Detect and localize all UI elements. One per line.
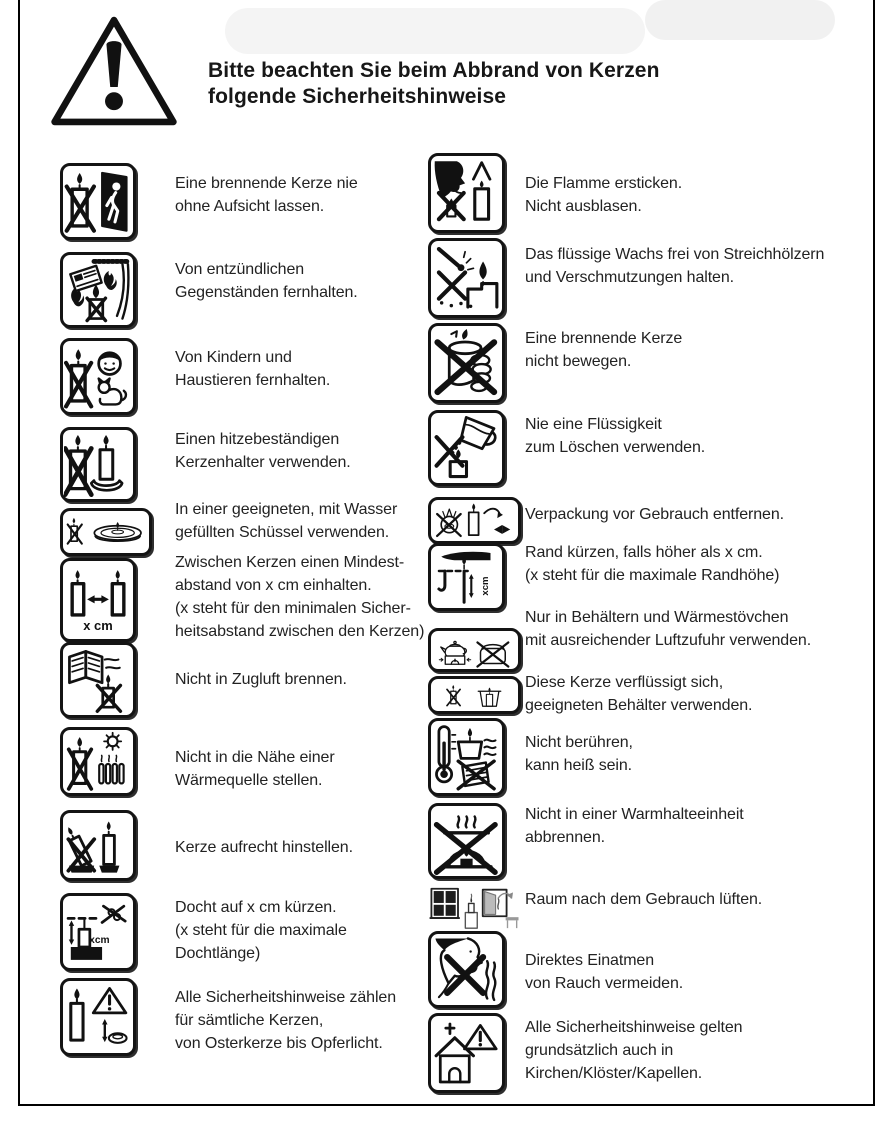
instruction-line: Nicht berühren, [525, 734, 633, 751]
safety-instruction-text [525, 1016, 742, 1085]
svg-text:xcm: xcm [480, 576, 492, 596]
instruction-line: Alle Sicherheitshinweise zählen [175, 989, 397, 1006]
instruction-line: (x steht für die maximale Randhöhe) [525, 567, 780, 584]
page-title-line1: Bitte beachten Sie beim Abbrand von Kerzen [208, 59, 660, 82]
applies-in-churches-icon [428, 1013, 505, 1093]
instruction-line: Nicht in einer Warmhalteeinheit [525, 806, 744, 823]
instruction-line: gefüllten Schüssel verwenden. [175, 524, 390, 541]
svg-text:x cm: x cm [83, 617, 113, 633]
instruction-line: heitsabstand zwischen den Kerzen) [175, 623, 425, 640]
instruction-line: (x steht für den minimalen Sicher- [175, 600, 411, 617]
instruction-line: Nicht in Zugluft brennen. [175, 671, 347, 688]
safety-instruction-text [525, 731, 633, 777]
instruction-line: von Rauch vermeiden. [525, 975, 684, 992]
instruction-line: und Verschmutzungen halten. [525, 269, 735, 286]
ventilated-warmer-icon [428, 628, 521, 672]
instruction-line: Eine brennende Kerze nie [175, 175, 358, 192]
instruction-line: Verpackung vor Gebrauch entfernen. [525, 506, 784, 523]
avoid-smoke-inhalation-icon [428, 931, 505, 1008]
instruction-line: für sämtliche Kerzen, [175, 1012, 324, 1029]
no-liquid-extinguish-icon [428, 410, 505, 486]
smother-flame-icon [428, 153, 505, 233]
instruction-line: (x steht für die maximale [175, 922, 347, 939]
instruction-line: Das flüssige Wachs frei von Streichhölzern [525, 246, 825, 263]
instruction-line: Wärmequelle stellen. [175, 772, 323, 789]
safety-instruction-text [525, 503, 784, 526]
instruction-line: In einer geeigneten, mit Wasser [175, 501, 398, 518]
instruction-line: Docht auf x cm kürzen. [175, 899, 337, 916]
safety-instruction-text [525, 803, 744, 849]
instruction-line: grundsätzlich auch in [525, 1042, 674, 1059]
do-not-move-icon [428, 323, 505, 403]
instruction-line: zum Löschen verwenden. [525, 439, 706, 456]
remove-packaging-icon [428, 497, 521, 544]
safety-instruction-text [525, 172, 682, 218]
instruction-line: mit ausreichender Luftzufuhr verwenden. [525, 632, 812, 649]
instruction-line: abstand von x cm einhalten. [175, 577, 372, 594]
instruction-line: Haustieren fernhalten. [175, 372, 331, 389]
instruction-line: geeigneten Behälter verwenden. [525, 697, 753, 714]
use-container-icon [428, 676, 521, 714]
safety-instruction-text [525, 888, 762, 911]
safety-instruction-text [525, 949, 683, 995]
instruction-line: Direktes Einatmen [525, 952, 655, 969]
instruction-line: von Osterkerze bis Opferlicht. [175, 1035, 383, 1052]
instruction-line: Die Flamme ersticken. [525, 175, 683, 192]
safety-instruction-text [525, 541, 779, 587]
instruction-line: Rand kürzen, falls höher als x cm. [525, 544, 763, 561]
instruction-line: Kerzenhalter verwenden. [175, 454, 351, 471]
safety-instruction-text [525, 327, 682, 373]
instruction-line: Dochtlänge) [175, 945, 261, 962]
trim-rim-icon [428, 543, 505, 611]
safety-instruction-text [525, 413, 705, 459]
keep-wax-clean-icon [428, 238, 505, 318]
svg-text:xcm: xcm [89, 934, 110, 946]
instruction-line: kann heiß sein. [525, 757, 633, 774]
instruction-line: Von Kindern und [175, 349, 292, 366]
instruction-line: Raum nach dem Gebrauch lüften. [525, 891, 763, 908]
instruction-line: Nie eine Flüssigkeit [525, 416, 662, 433]
instruction-line: Kerze aufrecht hinstellen. [175, 839, 353, 856]
instruction-line: Von entzündlichen [175, 261, 305, 278]
instruction-line: nicht bewegen. [525, 353, 632, 370]
safety-instruction-text [525, 243, 824, 289]
do-not-touch-hot-icon [428, 718, 505, 796]
instruction-line: abbrennen. [525, 829, 605, 846]
instruction-line: ohne Aufsicht lassen. [175, 198, 325, 215]
instruction-line: Gegenständen fernhalten. [175, 284, 358, 301]
instruction-line: Nur in Behältern und Wärmestövchen [525, 609, 789, 626]
instruction-line: Diese Kerze verflüssigt sich, [525, 674, 724, 691]
no-food-warmer-icon [428, 803, 505, 879]
instruction-line: Eine brennende Kerze [525, 330, 683, 347]
page-title-line2: folgende Sicherheitshinweise [208, 85, 507, 108]
instruction-line: Kirchen/Klöster/Kapellen. [525, 1065, 703, 1082]
instruction-line: Nicht in die Nähe einer [175, 749, 335, 766]
instruction-line: Einen hitzebeständigen [175, 431, 340, 448]
ventilate-room-icon [428, 886, 521, 930]
safety-instruction-text [525, 671, 752, 717]
instruction-line: Zwischen Kerzen einen Mindest- [175, 554, 405, 571]
instruction-line: Nicht ausblasen. [525, 198, 642, 215]
safety-instruction-text [525, 606, 811, 652]
instruction-line: Alle Sicherheitshinweise gelten [525, 1019, 743, 1036]
